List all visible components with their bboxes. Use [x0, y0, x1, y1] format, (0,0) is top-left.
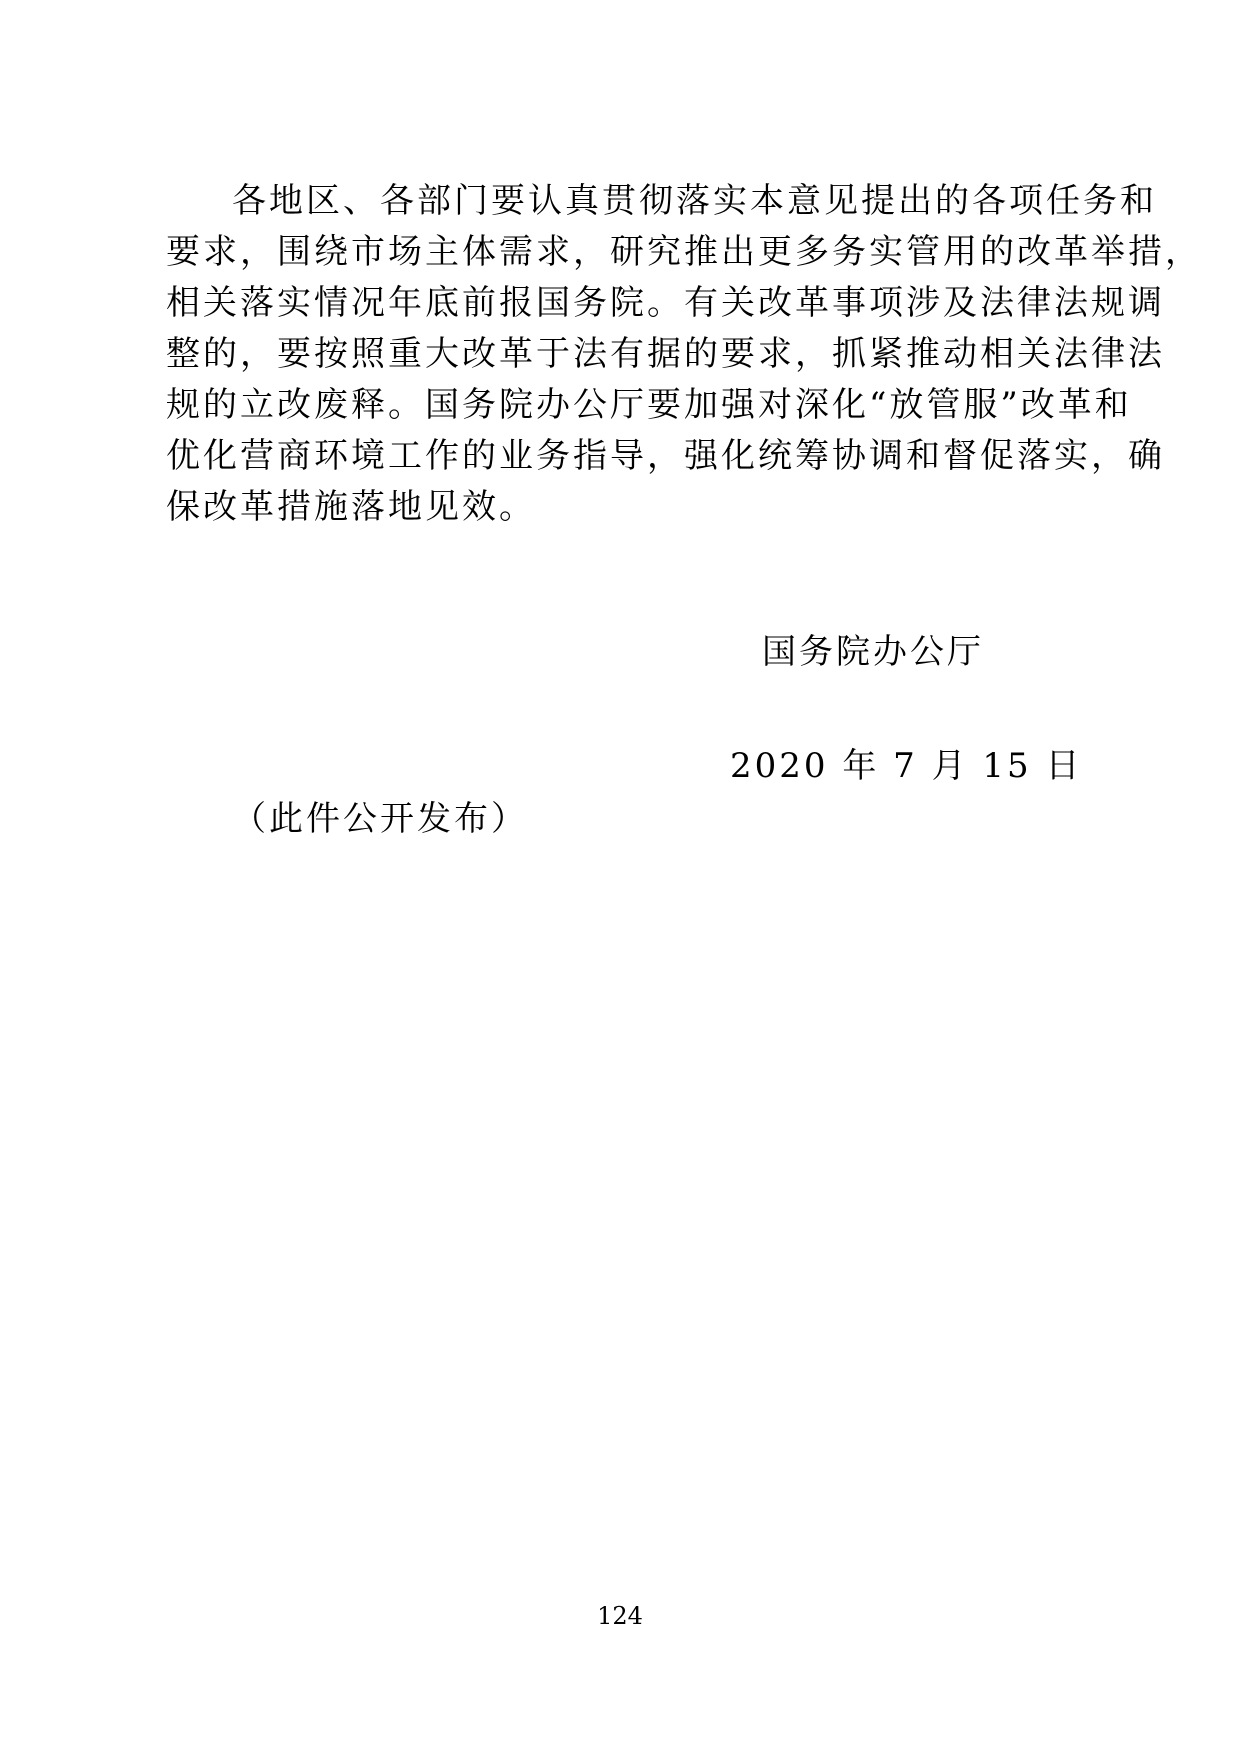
- paragraph-line-2: 要求，围绕市场主体需求，研究推出更多务实管用的改革举措，: [166, 232, 1202, 272]
- issue-date: 2020 年 7 月 15 日: [730, 746, 1083, 786]
- paragraph-line-3: 相关落实情况年底前报国务院。有关改革事项涉及法律法规调: [166, 283, 1165, 323]
- page-number: 124: [597, 1602, 643, 1630]
- paragraph-line-5: 规的立改废释。国务院办公厅要加强对深化“放管服”改革和: [166, 385, 1132, 425]
- publication-note: （此件公开发布）: [232, 799, 528, 839]
- paragraph-line-4: 整的，要按照重大改革于法有据的要求，抓紧推动相关法律法: [166, 334, 1165, 374]
- paragraph-line-7: 保改革措施落地见效。: [166, 487, 536, 527]
- issuing-authority: 国务院办公厅: [762, 632, 984, 672]
- closing-paragraph: [166, 176, 1202, 533]
- paragraph-line-1: 各地区、各部门要认真贯彻落实本意见提出的各项任务和: [232, 181, 1157, 221]
- paragraph-line-6: 优化营商环境工作的业务指导，强化统筹协调和督促落实，确: [166, 436, 1165, 476]
